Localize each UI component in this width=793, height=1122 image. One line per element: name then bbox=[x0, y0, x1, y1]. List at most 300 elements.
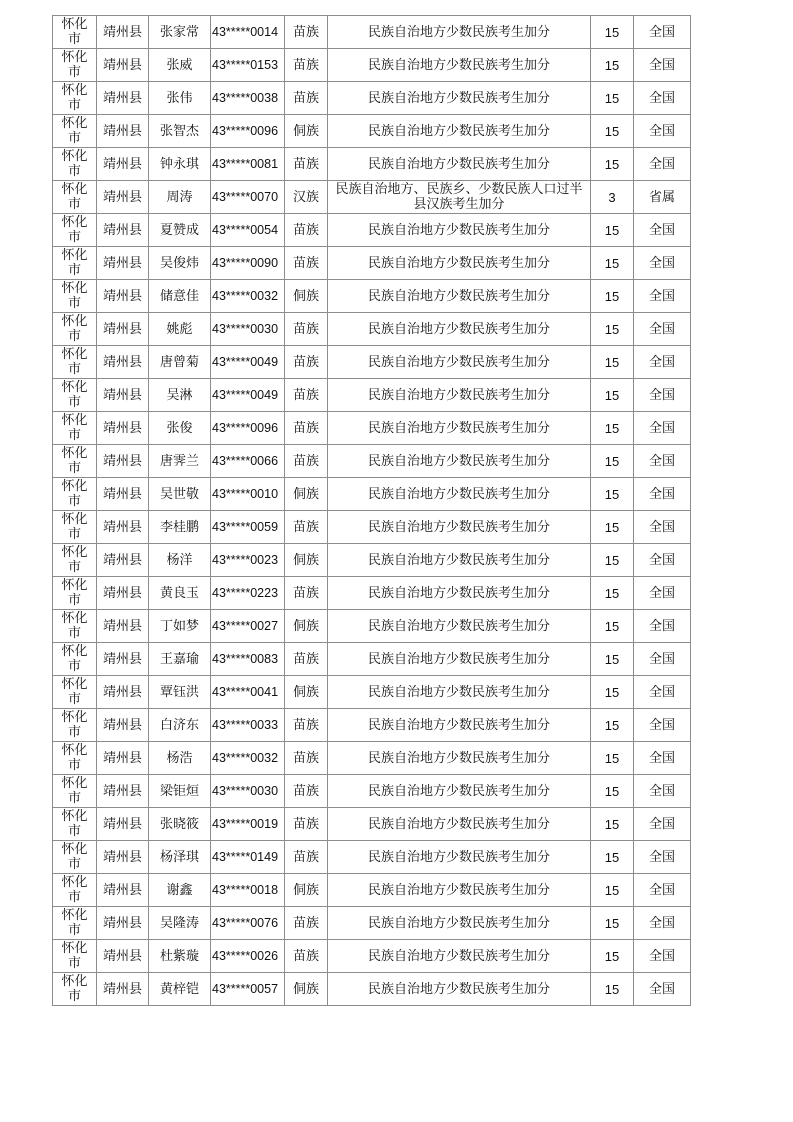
name-cell: 杨浩 bbox=[149, 742, 211, 775]
ethnicity-cell: 苗族 bbox=[285, 907, 328, 940]
name-cell: 白济东 bbox=[149, 709, 211, 742]
city-text: 怀化市 bbox=[61, 974, 88, 1004]
ethnicity-cell: 侗族 bbox=[285, 676, 328, 709]
city-cell bbox=[53, 577, 97, 610]
ethnicity-cell: 侗族 bbox=[285, 610, 328, 643]
city-text: 怀化市 bbox=[61, 875, 88, 905]
bonus-points-cell: 15 bbox=[591, 973, 634, 1006]
bonus-item-text: 民族自治地方少数民族考生加分 bbox=[367, 684, 550, 700]
bonus-item-text: 民族自治地方少数民族考生加分 bbox=[367, 90, 550, 106]
table-row bbox=[53, 313, 691, 346]
name-cell: 王嘉瑜 bbox=[149, 643, 211, 676]
id-number-text: 43*****0223 bbox=[212, 585, 279, 600]
scope-cell: 全国 bbox=[634, 115, 691, 148]
name-cell: 李桂鹏 bbox=[149, 511, 211, 544]
scope-cell: 全国 bbox=[634, 412, 691, 445]
ethnicity-cell: 苗族 bbox=[285, 379, 328, 412]
bonus-points-cell: 15 bbox=[591, 643, 634, 676]
bonus-item-cell bbox=[328, 544, 591, 577]
scope-cell: 全国 bbox=[634, 478, 691, 511]
city-text: 怀化市 bbox=[61, 83, 88, 113]
scope-cell: 全国 bbox=[634, 610, 691, 643]
name-cell: 杨洋 bbox=[149, 544, 211, 577]
ethnicity-cell: 侗族 bbox=[285, 544, 328, 577]
name-cell: 黄良玉 bbox=[149, 577, 211, 610]
table-row bbox=[53, 676, 691, 709]
id-number-cell bbox=[211, 412, 285, 445]
county-cell: 靖州县 bbox=[97, 544, 149, 577]
county-cell: 靖州县 bbox=[97, 841, 149, 874]
bonus-item-cell bbox=[328, 247, 591, 280]
scope-cell: 省属 bbox=[634, 181, 691, 214]
id-number-text: 43*****0083 bbox=[212, 651, 279, 666]
city-text: 怀化市 bbox=[61, 215, 88, 245]
table-row bbox=[53, 973, 691, 1006]
bonus-points-cell: 15 bbox=[591, 808, 634, 841]
id-number-text: 43*****0032 bbox=[212, 288, 279, 303]
city-cell bbox=[53, 115, 97, 148]
city-cell bbox=[53, 841, 97, 874]
bonus-item-text: 民族自治地方少数民族考生加分 bbox=[367, 486, 550, 502]
table-row bbox=[53, 610, 691, 643]
scope-cell: 全国 bbox=[634, 346, 691, 379]
scope-cell: 全国 bbox=[634, 511, 691, 544]
table-row bbox=[53, 874, 691, 907]
bonus-points-cell: 15 bbox=[591, 478, 634, 511]
bonus-points-cell: 15 bbox=[591, 511, 634, 544]
id-number-cell bbox=[211, 808, 285, 841]
bonus-points-cell: 15 bbox=[591, 742, 634, 775]
city-cell bbox=[53, 973, 97, 1006]
bonus-points-cell: 15 bbox=[591, 379, 634, 412]
bonus-points-cell: 15 bbox=[591, 148, 634, 181]
county-cell: 靖州县 bbox=[97, 49, 149, 82]
city-text: 怀化市 bbox=[61, 809, 88, 839]
table-row bbox=[53, 709, 691, 742]
city-text: 怀化市 bbox=[61, 512, 88, 542]
bonus-item-text: 民族自治地方少数民族考生加分 bbox=[367, 948, 550, 964]
ethnicity-cell: 苗族 bbox=[285, 577, 328, 610]
id-number-text: 43*****0014 bbox=[212, 24, 279, 39]
id-number-text: 43*****0019 bbox=[212, 816, 279, 831]
bonus-item-cell bbox=[328, 973, 591, 1006]
scope-cell: 全国 bbox=[634, 841, 691, 874]
city-text: 怀化市 bbox=[61, 347, 88, 377]
ethnicity-cell: 侗族 bbox=[285, 280, 328, 313]
bonus-item-text: 民族自治地方少数民族考生加分 bbox=[367, 420, 550, 436]
scope-cell: 全国 bbox=[634, 808, 691, 841]
id-number-text: 43*****0038 bbox=[212, 90, 279, 105]
bonus-item-cell bbox=[328, 577, 591, 610]
city-cell bbox=[53, 940, 97, 973]
bonus-points-cell: 15 bbox=[591, 82, 634, 115]
ethnicity-cell: 苗族 bbox=[285, 940, 328, 973]
id-number-cell bbox=[211, 973, 285, 1006]
name-cell: 钟永琪 bbox=[149, 148, 211, 181]
id-number-text: 43*****0030 bbox=[212, 321, 279, 336]
bonus-item-text: 民族自治地方少数民族考生加分 bbox=[367, 453, 550, 469]
bonus-item-text: 民族自治地方少数民族考生加分 bbox=[367, 24, 550, 40]
name-cell: 张伟 bbox=[149, 82, 211, 115]
bonus-points-cell: 15 bbox=[591, 940, 634, 973]
city-cell bbox=[53, 709, 97, 742]
ethnicity-cell: 苗族 bbox=[285, 16, 328, 49]
scope-cell: 全国 bbox=[634, 49, 691, 82]
name-cell: 周涛 bbox=[149, 181, 211, 214]
name-cell: 杜紫璇 bbox=[149, 940, 211, 973]
scope-cell: 全国 bbox=[634, 313, 691, 346]
bonus-item-text: 民族自治地方少数民族考生加分 bbox=[367, 552, 550, 568]
ethnicity-cell: 苗族 bbox=[285, 412, 328, 445]
id-number-text: 43*****0096 bbox=[212, 123, 279, 138]
county-cell: 靖州县 bbox=[97, 214, 149, 247]
ethnicity-cell: 苗族 bbox=[285, 643, 328, 676]
id-number-cell bbox=[211, 478, 285, 511]
name-cell: 杨泽琪 bbox=[149, 841, 211, 874]
bonus-item-text: 民族自治地方少数民族考生加分 bbox=[367, 882, 550, 898]
city-text: 怀化市 bbox=[61, 842, 88, 872]
id-number-cell bbox=[211, 445, 285, 478]
city-text: 怀化市 bbox=[61, 314, 88, 344]
bonus-points-cell: 15 bbox=[591, 709, 634, 742]
ethnicity-cell: 苗族 bbox=[285, 346, 328, 379]
city-cell bbox=[53, 346, 97, 379]
id-number-text: 43*****0059 bbox=[212, 519, 279, 534]
bonus-item-cell bbox=[328, 49, 591, 82]
name-cell: 谢鑫 bbox=[149, 874, 211, 907]
city-text: 怀化市 bbox=[61, 380, 88, 410]
id-number-cell bbox=[211, 676, 285, 709]
county-cell: 靖州县 bbox=[97, 346, 149, 379]
city-text: 怀化市 bbox=[61, 182, 88, 212]
name-cell: 梁钜烜 bbox=[149, 775, 211, 808]
ethnicity-cell: 侗族 bbox=[285, 115, 328, 148]
table-row bbox=[53, 16, 691, 49]
table-row bbox=[53, 148, 691, 181]
bonus-item-text: 民族自治地方少数民族考生加分 bbox=[367, 915, 550, 931]
county-cell: 靖州县 bbox=[97, 874, 149, 907]
bonus-item-cell bbox=[328, 16, 591, 49]
name-cell: 张智杰 bbox=[149, 115, 211, 148]
city-cell bbox=[53, 16, 97, 49]
table-row bbox=[53, 841, 691, 874]
bonus-item-cell bbox=[328, 676, 591, 709]
id-number-cell bbox=[211, 82, 285, 115]
scope-cell: 全国 bbox=[634, 16, 691, 49]
id-number-text: 43*****0066 bbox=[212, 453, 279, 468]
table-row bbox=[53, 49, 691, 82]
bonus-item-cell bbox=[328, 115, 591, 148]
ethnicity-cell: 侗族 bbox=[285, 874, 328, 907]
bonus-item-text: 民族自治地方少数民族考生加分 bbox=[367, 57, 550, 73]
bonus-points-cell: 15 bbox=[591, 280, 634, 313]
city-text: 怀化市 bbox=[61, 413, 88, 443]
ethnicity-cell: 苗族 bbox=[285, 214, 328, 247]
ethnicity-cell: 苗族 bbox=[285, 247, 328, 280]
bonus-item-cell bbox=[328, 379, 591, 412]
bonus-item-cell bbox=[328, 841, 591, 874]
bonus-item-text: 民族自治地方少数民族考生加分 bbox=[367, 288, 550, 304]
id-number-text: 43*****0041 bbox=[212, 684, 279, 699]
bonus-points-cell: 15 bbox=[591, 676, 634, 709]
ethnicity-cell: 汉族 bbox=[285, 181, 328, 214]
county-cell: 靖州县 bbox=[97, 973, 149, 1006]
ethnicity-cell: 侗族 bbox=[285, 478, 328, 511]
city-cell bbox=[53, 511, 97, 544]
table-row bbox=[53, 115, 691, 148]
city-cell bbox=[53, 775, 97, 808]
table-row bbox=[53, 808, 691, 841]
bonus-item-cell bbox=[328, 907, 591, 940]
county-cell: 靖州县 bbox=[97, 280, 149, 313]
bonus-item-cell bbox=[328, 412, 591, 445]
county-cell: 靖州县 bbox=[97, 610, 149, 643]
id-number-text: 43*****0026 bbox=[212, 948, 279, 963]
name-cell: 吴淋 bbox=[149, 379, 211, 412]
county-cell: 靖州县 bbox=[97, 808, 149, 841]
bonus-points-cell: 15 bbox=[591, 577, 634, 610]
county-cell: 靖州县 bbox=[97, 742, 149, 775]
county-cell: 靖州县 bbox=[97, 775, 149, 808]
bonus-points-cell: 15 bbox=[591, 346, 634, 379]
county-cell: 靖州县 bbox=[97, 511, 149, 544]
id-number-text: 43*****0070 bbox=[212, 189, 279, 204]
name-cell: 唐曾菊 bbox=[149, 346, 211, 379]
city-text: 怀化市 bbox=[61, 149, 88, 179]
id-number-text: 43*****0081 bbox=[212, 156, 279, 171]
ethnicity-cell: 苗族 bbox=[285, 445, 328, 478]
bonus-item-cell bbox=[328, 808, 591, 841]
table-row bbox=[53, 940, 691, 973]
scope-cell: 全国 bbox=[634, 280, 691, 313]
scope-cell: 全国 bbox=[634, 82, 691, 115]
bonus-item-cell bbox=[328, 445, 591, 478]
city-text: 怀化市 bbox=[61, 743, 88, 773]
city-cell bbox=[53, 148, 97, 181]
ethnicity-cell: 苗族 bbox=[285, 808, 328, 841]
bonus-points-cell: 15 bbox=[591, 907, 634, 940]
id-number-text: 43*****0030 bbox=[212, 783, 279, 798]
table-row bbox=[53, 346, 691, 379]
county-cell: 靖州县 bbox=[97, 115, 149, 148]
id-number-cell bbox=[211, 214, 285, 247]
bonus-item-text: 民族自治地方、民族乡、少数民族人口过半县汉族考生加分 bbox=[335, 182, 583, 212]
name-cell: 黄梓铠 bbox=[149, 973, 211, 1006]
county-cell: 靖州县 bbox=[97, 82, 149, 115]
id-number-text: 43*****0153 bbox=[212, 57, 279, 72]
ethnicity-cell: 苗族 bbox=[285, 709, 328, 742]
id-number-cell bbox=[211, 247, 285, 280]
bonus-item-text: 民族自治地方少数民族考生加分 bbox=[367, 387, 550, 403]
ethnicity-cell: 苗族 bbox=[285, 742, 328, 775]
bonus-item-text: 民族自治地方少数民族考生加分 bbox=[367, 618, 550, 634]
bonus-item-text: 民族自治地方少数民族考生加分 bbox=[367, 783, 550, 799]
city-cell bbox=[53, 181, 97, 214]
id-number-cell bbox=[211, 841, 285, 874]
county-cell: 靖州县 bbox=[97, 445, 149, 478]
id-number-cell bbox=[211, 742, 285, 775]
bonus-points-cell: 15 bbox=[591, 247, 634, 280]
table-row bbox=[53, 544, 691, 577]
table-row bbox=[53, 643, 691, 676]
id-number-cell bbox=[211, 49, 285, 82]
table-row bbox=[53, 379, 691, 412]
id-number-cell bbox=[211, 511, 285, 544]
bonus-item-text: 民族自治地方少数民族考生加分 bbox=[367, 519, 550, 535]
bonus-item-cell bbox=[328, 214, 591, 247]
name-cell: 吴隆涛 bbox=[149, 907, 211, 940]
city-cell bbox=[53, 907, 97, 940]
city-cell bbox=[53, 445, 97, 478]
bonus-item-cell bbox=[328, 346, 591, 379]
table-row bbox=[53, 511, 691, 544]
id-number-text: 43*****0096 bbox=[212, 420, 279, 435]
city-cell bbox=[53, 874, 97, 907]
city-text: 怀化市 bbox=[61, 908, 88, 938]
ethnicity-cell: 苗族 bbox=[285, 49, 328, 82]
bonus-item-text: 民族自治地方少数民族考生加分 bbox=[367, 849, 550, 865]
city-cell bbox=[53, 478, 97, 511]
scope-cell: 全国 bbox=[634, 973, 691, 1006]
city-text: 怀化市 bbox=[61, 281, 88, 311]
bonus-item-cell bbox=[328, 148, 591, 181]
id-number-cell bbox=[211, 379, 285, 412]
bonus-item-text: 民族自治地方少数民族考生加分 bbox=[367, 321, 550, 337]
bonus-item-text: 民族自治地方少数民族考生加分 bbox=[367, 981, 550, 997]
id-number-text: 43*****0149 bbox=[212, 849, 279, 864]
bonus-points-cell: 15 bbox=[591, 214, 634, 247]
table-row bbox=[53, 907, 691, 940]
id-number-cell bbox=[211, 544, 285, 577]
city-cell bbox=[53, 742, 97, 775]
county-cell: 靖州县 bbox=[97, 907, 149, 940]
ethnicity-cell: 侗族 bbox=[285, 973, 328, 1006]
table-row bbox=[53, 445, 691, 478]
bonus-points-cell: 15 bbox=[591, 775, 634, 808]
name-cell: 唐霁兰 bbox=[149, 445, 211, 478]
id-number-text: 43*****0027 bbox=[212, 618, 279, 633]
ethnicity-cell: 苗族 bbox=[285, 511, 328, 544]
bonus-item-text: 民族自治地方少数民族考生加分 bbox=[367, 222, 550, 238]
id-number-text: 43*****0023 bbox=[212, 552, 279, 567]
county-cell: 靖州县 bbox=[97, 148, 149, 181]
table-row bbox=[53, 478, 691, 511]
id-number-cell bbox=[211, 907, 285, 940]
bonus-item-cell bbox=[328, 478, 591, 511]
city-cell bbox=[53, 214, 97, 247]
city-text: 怀化市 bbox=[61, 50, 88, 80]
id-number-cell bbox=[211, 775, 285, 808]
table-row bbox=[53, 181, 691, 214]
bonus-item-cell bbox=[328, 940, 591, 973]
county-cell: 靖州县 bbox=[97, 16, 149, 49]
scope-cell: 全国 bbox=[634, 676, 691, 709]
bonus-item-text: 民族自治地方少数民族考生加分 bbox=[367, 816, 550, 832]
table-row bbox=[53, 214, 691, 247]
bonus-item-cell bbox=[328, 313, 591, 346]
city-text: 怀化市 bbox=[61, 611, 88, 641]
bonus-item-cell bbox=[328, 742, 591, 775]
scope-cell: 全国 bbox=[634, 214, 691, 247]
bonus-points-cell: 15 bbox=[591, 313, 634, 346]
county-cell: 靖州县 bbox=[97, 940, 149, 973]
bonus-item-cell bbox=[328, 775, 591, 808]
city-text: 怀化市 bbox=[61, 644, 88, 674]
name-cell: 丁如梦 bbox=[149, 610, 211, 643]
city-text: 怀化市 bbox=[61, 446, 88, 476]
bonus-points-cell: 15 bbox=[591, 610, 634, 643]
city-cell bbox=[53, 610, 97, 643]
name-cell: 吴俊炜 bbox=[149, 247, 211, 280]
city-cell bbox=[53, 82, 97, 115]
city-cell bbox=[53, 544, 97, 577]
bonus-points-cell: 15 bbox=[591, 412, 634, 445]
bonus-points-cell: 15 bbox=[591, 16, 634, 49]
scope-cell: 全国 bbox=[634, 148, 691, 181]
bonus-item-text: 民族自治地方少数民族考生加分 bbox=[367, 255, 550, 271]
city-cell bbox=[53, 412, 97, 445]
city-cell bbox=[53, 313, 97, 346]
name-cell: 覃钰洪 bbox=[149, 676, 211, 709]
name-cell: 夏赞成 bbox=[149, 214, 211, 247]
county-cell: 靖州县 bbox=[97, 181, 149, 214]
city-cell bbox=[53, 247, 97, 280]
id-number-cell bbox=[211, 610, 285, 643]
id-number-cell bbox=[211, 643, 285, 676]
id-number-cell bbox=[211, 181, 285, 214]
scope-cell: 全国 bbox=[634, 643, 691, 676]
table-row bbox=[53, 280, 691, 313]
table-row bbox=[53, 247, 691, 280]
bonus-points-cell: 15 bbox=[591, 115, 634, 148]
ethnicity-cell: 苗族 bbox=[285, 841, 328, 874]
id-number-cell bbox=[211, 940, 285, 973]
city-text: 怀化市 bbox=[61, 578, 88, 608]
bonus-item-cell bbox=[328, 280, 591, 313]
scope-cell: 全国 bbox=[634, 544, 691, 577]
ethnicity-cell: 苗族 bbox=[285, 148, 328, 181]
ethnicity-cell: 苗族 bbox=[285, 775, 328, 808]
bonus-item-cell bbox=[328, 82, 591, 115]
name-cell: 张俊 bbox=[149, 412, 211, 445]
bonus-item-text: 民族自治地方少数民族考生加分 bbox=[367, 651, 550, 667]
scope-cell: 全国 bbox=[634, 379, 691, 412]
ethnicity-cell: 苗族 bbox=[285, 313, 328, 346]
bonus-item-cell bbox=[328, 874, 591, 907]
city-cell bbox=[53, 280, 97, 313]
scope-cell: 全国 bbox=[634, 709, 691, 742]
name-cell: 吴世敬 bbox=[149, 478, 211, 511]
bonus-points-cell: 15 bbox=[591, 874, 634, 907]
county-cell: 靖州县 bbox=[97, 313, 149, 346]
table-row bbox=[53, 412, 691, 445]
bonus-points-cell: 15 bbox=[591, 841, 634, 874]
bonus-points-cell: 15 bbox=[591, 544, 634, 577]
county-cell: 靖州县 bbox=[97, 709, 149, 742]
id-number-text: 43*****0054 bbox=[212, 222, 279, 237]
county-cell: 靖州县 bbox=[97, 478, 149, 511]
ethnicity-cell: 苗族 bbox=[285, 82, 328, 115]
scope-cell: 全国 bbox=[634, 445, 691, 478]
scope-cell: 全国 bbox=[634, 940, 691, 973]
county-cell: 靖州县 bbox=[97, 412, 149, 445]
id-number-cell bbox=[211, 874, 285, 907]
scope-cell: 全国 bbox=[634, 247, 691, 280]
scope-cell: 全国 bbox=[634, 874, 691, 907]
city-cell bbox=[53, 643, 97, 676]
id-number-text: 43*****0018 bbox=[212, 882, 279, 897]
city-text: 怀化市 bbox=[61, 479, 88, 509]
